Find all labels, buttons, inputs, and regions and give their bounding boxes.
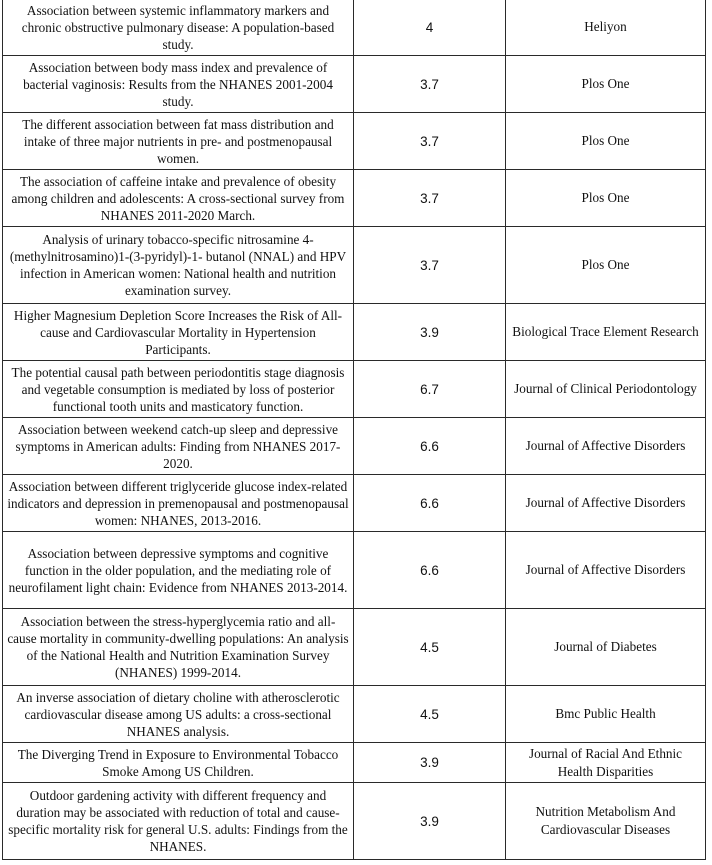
impact-factor-cell: 6.6 [354,532,506,609]
impact-factor-cell: 3.9 [354,783,506,860]
table-row [3,418,706,475]
article-title-cell: Outdoor gardening activity with different frequency and duration may be associated with reduction of total and cause-specific mortality risk for general U.S. adults: Findings from the NHANES. [3,783,354,860]
impact-factor-cell: 4.5 [354,686,506,743]
impact-factor-cell: 3.9 [354,743,506,783]
article-title-cell: Analysis of urinary tobacco-specific nitrosamine 4-(methylnitrosamino)1-(3-pyridyl)-1- butanol (NNAL) and HPV infection in American women: National health and nutrition examination survey. [3,227,354,304]
table-row [3,783,706,860]
impact-factor-cell: 6.6 [354,475,506,532]
journal-cell: Journal of Diabetes [506,609,706,686]
table-row [3,113,706,170]
table-row [3,475,706,532]
impact-factor-cell: 6.7 [354,361,506,418]
journal-cell: Journal of Racial And Ethnic Health Disparities [506,743,706,783]
journal-cell: Journal of Clinical Periodontology [506,361,706,418]
table-row [3,609,706,686]
table-row [3,227,706,304]
table-row [3,56,706,113]
impact-factor-cell: 3.7 [354,56,506,113]
journal-cell: Plos One [506,56,706,113]
table-row [3,304,706,361]
impact-factor-cell: 3.9 [354,304,506,361]
impact-factor-cell: 4.5 [354,609,506,686]
table-row [3,0,706,56]
journal-cell: Plos One [506,227,706,304]
journal-cell: Biological Trace Element Research [506,304,706,361]
table-row [3,361,706,418]
impact-factor-cell: 3.7 [354,170,506,227]
table-row [3,686,706,743]
journal-cell: Journal of Affective Disorders [506,532,706,609]
article-title-cell: Association between weekend catch-up sleep and depressive symptoms in American adults: Finding from NHANES 2017-2020. [3,418,354,475]
journal-cell: Nutrition Metabolism And Cardiovascular Diseases [506,783,706,860]
journal-cell: Journal of Affective Disorders [506,418,706,475]
article-title-cell: An inverse association of dietary choline with atherosclerotic cardiovascular disease among US adults: a cross-sectional NHANES analysis. [3,686,354,743]
article-title-cell: Association between body mass index and prevalence of bacterial vaginosis: Results from the NHANES 2001-2004 study. [3,56,354,113]
table-row [3,170,706,227]
article-title-cell: The association of caffeine intake and prevalence of obesity among children and adolescents: A cross-sectional survey from NHANES 2011-2020 March. [3,170,354,227]
article-title-cell: Association between depressive symptoms and cognitive function in the older population, and the mediating role of neurofilament light chain: Evidence from NHANES 2013-2014. [3,532,354,609]
impact-factor-cell: 3.7 [354,113,506,170]
impact-factor-cell: 3.7 [354,227,506,304]
journal-cell: Plos One [506,113,706,170]
journal-cell: Plos One [506,170,706,227]
journal-cell: Journal of Affective Disorders [506,475,706,532]
article-title-cell: Association between systemic inflammatory markers and chronic obstructive pulmonary disease: A population-based study. [3,0,354,56]
impact-factor-cell: 4 [354,0,506,56]
article-title-cell: Higher Magnesium Depletion Score Increases the Risk of All-cause and Cardiovascular Mortality in Hypertension Participants. [3,304,354,361]
table-row [3,743,706,783]
journal-cell: Heliyon [506,0,706,56]
publication-table [2,0,706,860]
journal-cell: Bmc Public Health [506,686,706,743]
article-title-cell: The different association between fat mass distribution and intake of three major nutrients in pre- and postmenopausal women. [3,113,354,170]
article-title-cell: Association between different triglyceride glucose index-related indicators and depression in premenopausal and postmenopausal women: NHANES, 2013-2016. [3,475,354,532]
table-row [3,532,706,609]
article-title-cell: Association between the stress-hyperglycemia ratio and all-cause mortality in community-dwelling populations: An analysis of the National Health and Nutrition Examination Survey (NHANES) 1999-2014. [3,609,354,686]
article-title-cell: The Diverging Trend in Exposure to Environmental Tobacco Smoke Among US Children. [3,743,354,783]
article-title-cell: The potential causal path between periodontitis stage diagnosis and vegetable consumption is mediated by loss of posterior functional tooth units and masticatory function. [3,361,354,418]
impact-factor-cell: 6.6 [354,418,506,475]
